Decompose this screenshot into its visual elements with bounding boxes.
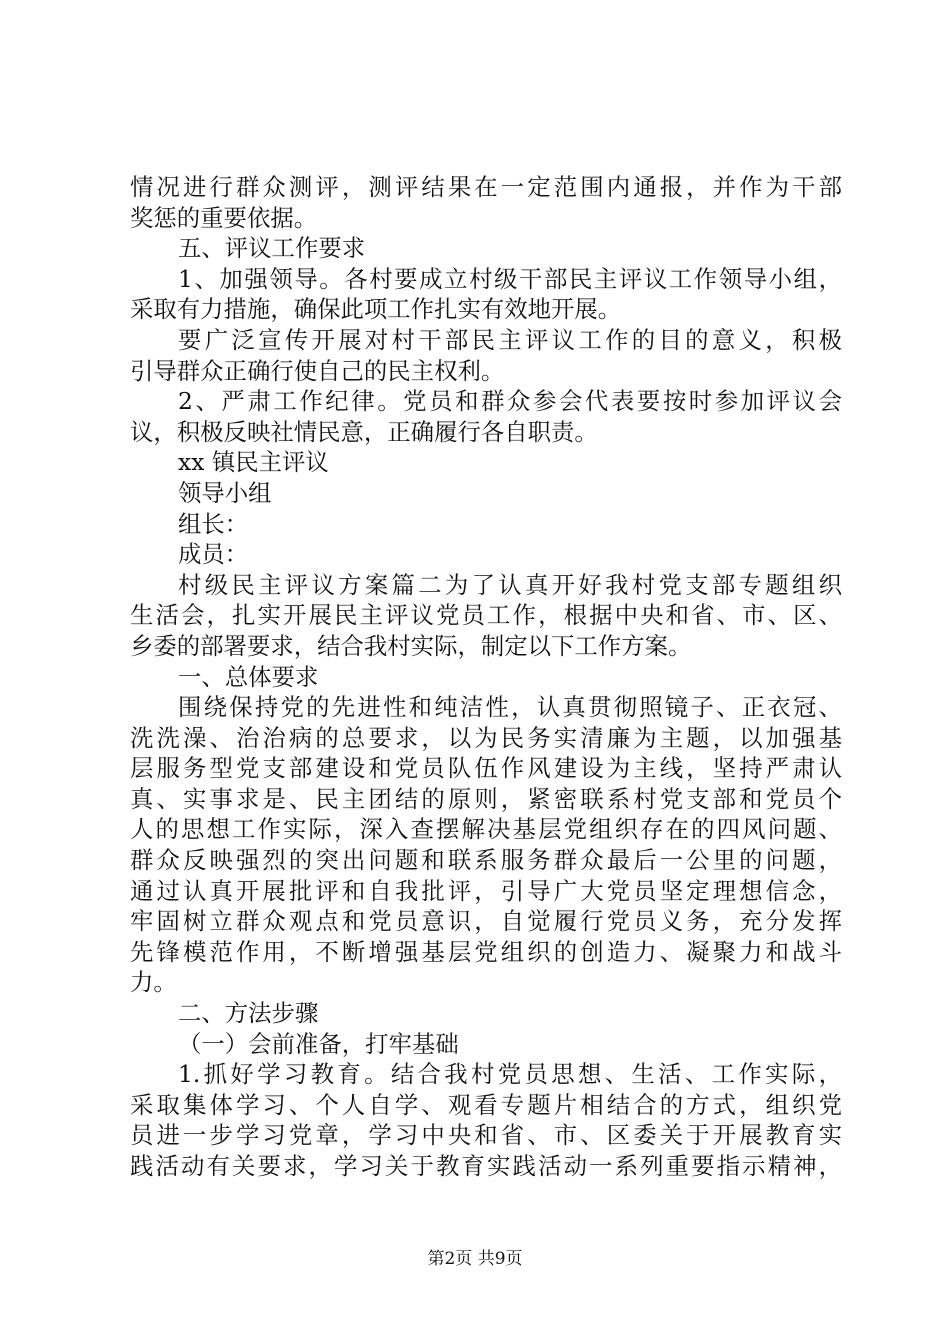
text-line: 员进一步学习党章，学习中央和省、市、区委关于开展教育实 [130, 1121, 842, 1150]
document-body [130, 172, 842, 1182]
text-line: 采取有力措施，确保此项工作扎实有效地开展。 [130, 295, 622, 324]
text-line: 洗洗澡、治治病的总要求，以为民务实清廉为主题，以加强基 [130, 723, 842, 752]
text-line: 采取集体学习、个人自学、观看专题片相结合的方式，组织党 [130, 1090, 842, 1119]
text-line: xx 镇民主评议 [178, 448, 329, 477]
text-line: 成员： [178, 540, 249, 569]
text-line: 引导群众正确行使自己的民主权利。 [130, 356, 505, 385]
text-line: 一、总体要求 [178, 662, 319, 691]
text-line: 群众反映强烈的突出问题和联系服务群众最后一公里的问题， [130, 846, 842, 875]
text-line: 情况进行群众测评，测评结果在一定范围内通报，并作为干部 [130, 173, 842, 201]
text-line: 1.抓好学习教育。结合我村党员思想、生活、工作实际， [178, 1060, 842, 1089]
text-line: 1、加强领导。各村要成立村级干部民主评议工作领导小组， [178, 264, 842, 293]
text-line: 二、方法步骤 [178, 999, 319, 1028]
text-line: 通过认真开展批评和自我批评，引导广大党员坚定理想信念， [130, 876, 842, 905]
text-line: 践活动有关要求，学习关于教育实践活动一系列重要指示精神， [130, 1152, 842, 1180]
text-line: 层服务型党支部建设和党员队伍作风建设为主线，坚持严肃认 [130, 754, 842, 783]
text-line: 要广泛宣传开展对村干部民主评议工作的目的意义，积极 [178, 325, 842, 354]
text-line: 真、实事求是、民主团结的原则，紧密联系村党支部和党员个 [130, 784, 842, 813]
text-line: 人的思想工作实际，深入查摆解决基层党组织存在的四风问题、 [130, 815, 842, 844]
text-line: 议，积极反映社情民意，正确履行各自职责。 [130, 417, 598, 446]
text-line: 牢固树立群众观点和党员意识，自觉履行党员义务，充分发挥 [130, 907, 842, 936]
text-line: 力。 [130, 968, 177, 997]
page-footer: 第2页 共9页 [427, 1249, 523, 1269]
text-line: 组长： [178, 509, 249, 538]
text-line: 生活会，扎实开展民主评议党员工作，根据中央和省、市、区、 [130, 601, 842, 630]
text-line: （一）会前准备，打牢基础 [178, 1029, 459, 1058]
text-line: 乡委的部署要求，结合我村实际，制定以下工作方案。 [130, 631, 692, 660]
text-line: 五、评议工作要求 [178, 234, 366, 263]
text-line: 围绕保持党的先进性和纯洁性，认真贯彻照镜子、正衣冠、 [178, 693, 842, 722]
text-line: 奖惩的重要依据。 [130, 203, 318, 232]
text-line: 领导小组 [178, 478, 272, 507]
text-line: 先锋模范作用，不断增强基层党组织的创造力、凝聚力和战斗 [130, 937, 842, 966]
text-line: 村级民主评议方案篇二为了认真开好我村党支部专题组织 [178, 570, 842, 599]
text-line: 2、严肃工作纪律。党员和群众参会代表要按时参加评议会 [178, 387, 842, 416]
